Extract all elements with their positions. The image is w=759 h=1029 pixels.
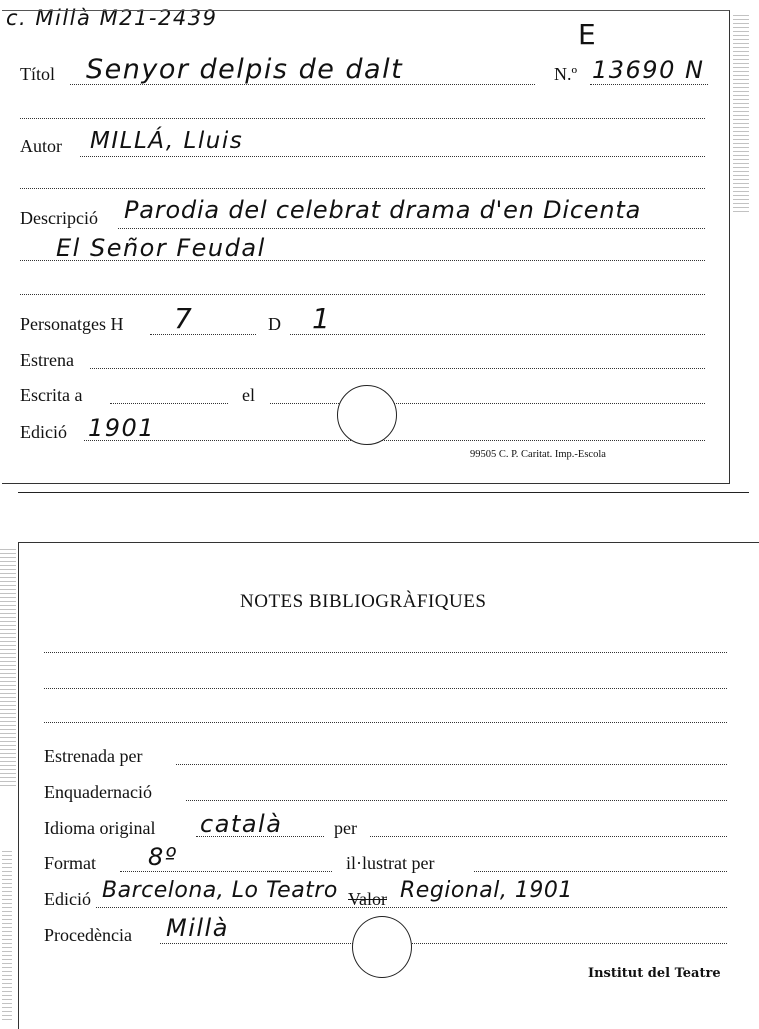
procedencia-label: Procedència (44, 925, 132, 945)
titol-value: Senyor delpis de dalt (86, 54, 404, 85)
personatges-h-value: 7 (174, 302, 194, 335)
numero-line (590, 84, 708, 85)
estrenada-line (176, 764, 727, 765)
per-label: per (334, 818, 357, 838)
edicio2-place: Barcelona, Lo Teatro (102, 878, 338, 903)
descripcio-line2: El Señor Feudal (56, 234, 266, 262)
descripcio-label: Descripció (20, 208, 98, 228)
escrita-line (110, 403, 228, 404)
blank-line (20, 118, 705, 119)
blank-line (44, 688, 727, 689)
idioma-value: català (200, 810, 283, 838)
el-label: el (242, 385, 255, 405)
edicio-line (84, 440, 705, 441)
descripcio-line (118, 228, 705, 229)
edicio-label: Edició (20, 422, 67, 442)
printer-note: 99505 C. P. Caritat. Imp.-Escola (470, 449, 606, 460)
scan-noise (733, 12, 749, 212)
numero-value: 13690 N (592, 56, 705, 84)
illustrat-label: il·lustrat per (346, 853, 435, 873)
autor-value: MILLÁ, Lluis (90, 128, 244, 154)
illustrat-line (474, 871, 727, 872)
format-line (120, 871, 332, 872)
edicio2-rest: Regional, 1901 (400, 878, 573, 903)
personatges-h-line (150, 334, 256, 335)
corner-mark: E (578, 18, 598, 51)
scan-noise (2, 850, 12, 1020)
escrita-label: Escrita a (20, 385, 83, 405)
estrena-label: Estrena (20, 350, 74, 370)
edicio2-label: Edició (44, 889, 91, 909)
titol-label: Títol (20, 64, 55, 84)
edicio-value: 1901 (88, 414, 156, 442)
per-line (370, 836, 727, 837)
procedencia-value: Millà (166, 914, 229, 942)
personatges-label: Personatges H (20, 314, 124, 334)
personatges-d-label: D (268, 314, 281, 334)
numero-label: N.º (554, 64, 578, 84)
catalog-note: c. Millà M21-2439 (6, 6, 218, 30)
scan-noise (0, 546, 16, 786)
blank-line (44, 652, 727, 653)
blank-line (44, 722, 727, 723)
personatges-d-value: 1 (312, 302, 332, 335)
blank-line (20, 188, 705, 189)
estrena-line (90, 368, 705, 369)
el-line (270, 403, 705, 404)
enquadernacio-label: Enquadernació (44, 782, 152, 802)
idioma-label: Idioma original (44, 818, 156, 838)
institution-name: Institut del Teatre (588, 966, 721, 981)
format-value: 8º (148, 843, 178, 871)
autor-label: Autor (20, 136, 62, 156)
estrenada-label: Estrenada per (44, 746, 143, 766)
valor-label: Valor (348, 889, 387, 909)
format-label: Format (44, 853, 96, 873)
punch-hole (352, 916, 412, 978)
punch-hole (337, 385, 397, 445)
procedencia-line (160, 943, 727, 944)
enquadernacio-line (186, 800, 727, 801)
personatges-d-line (290, 334, 705, 335)
descripcio-line1: Parodia del celebrat drama d'en Dicenta (124, 196, 642, 224)
notes-heading: NOTES BIBLIOGRÀFIQUES (240, 591, 487, 612)
separator-line (18, 492, 749, 493)
autor-line (80, 156, 705, 157)
edicio2-line (96, 907, 727, 908)
blank-line (20, 294, 705, 295)
